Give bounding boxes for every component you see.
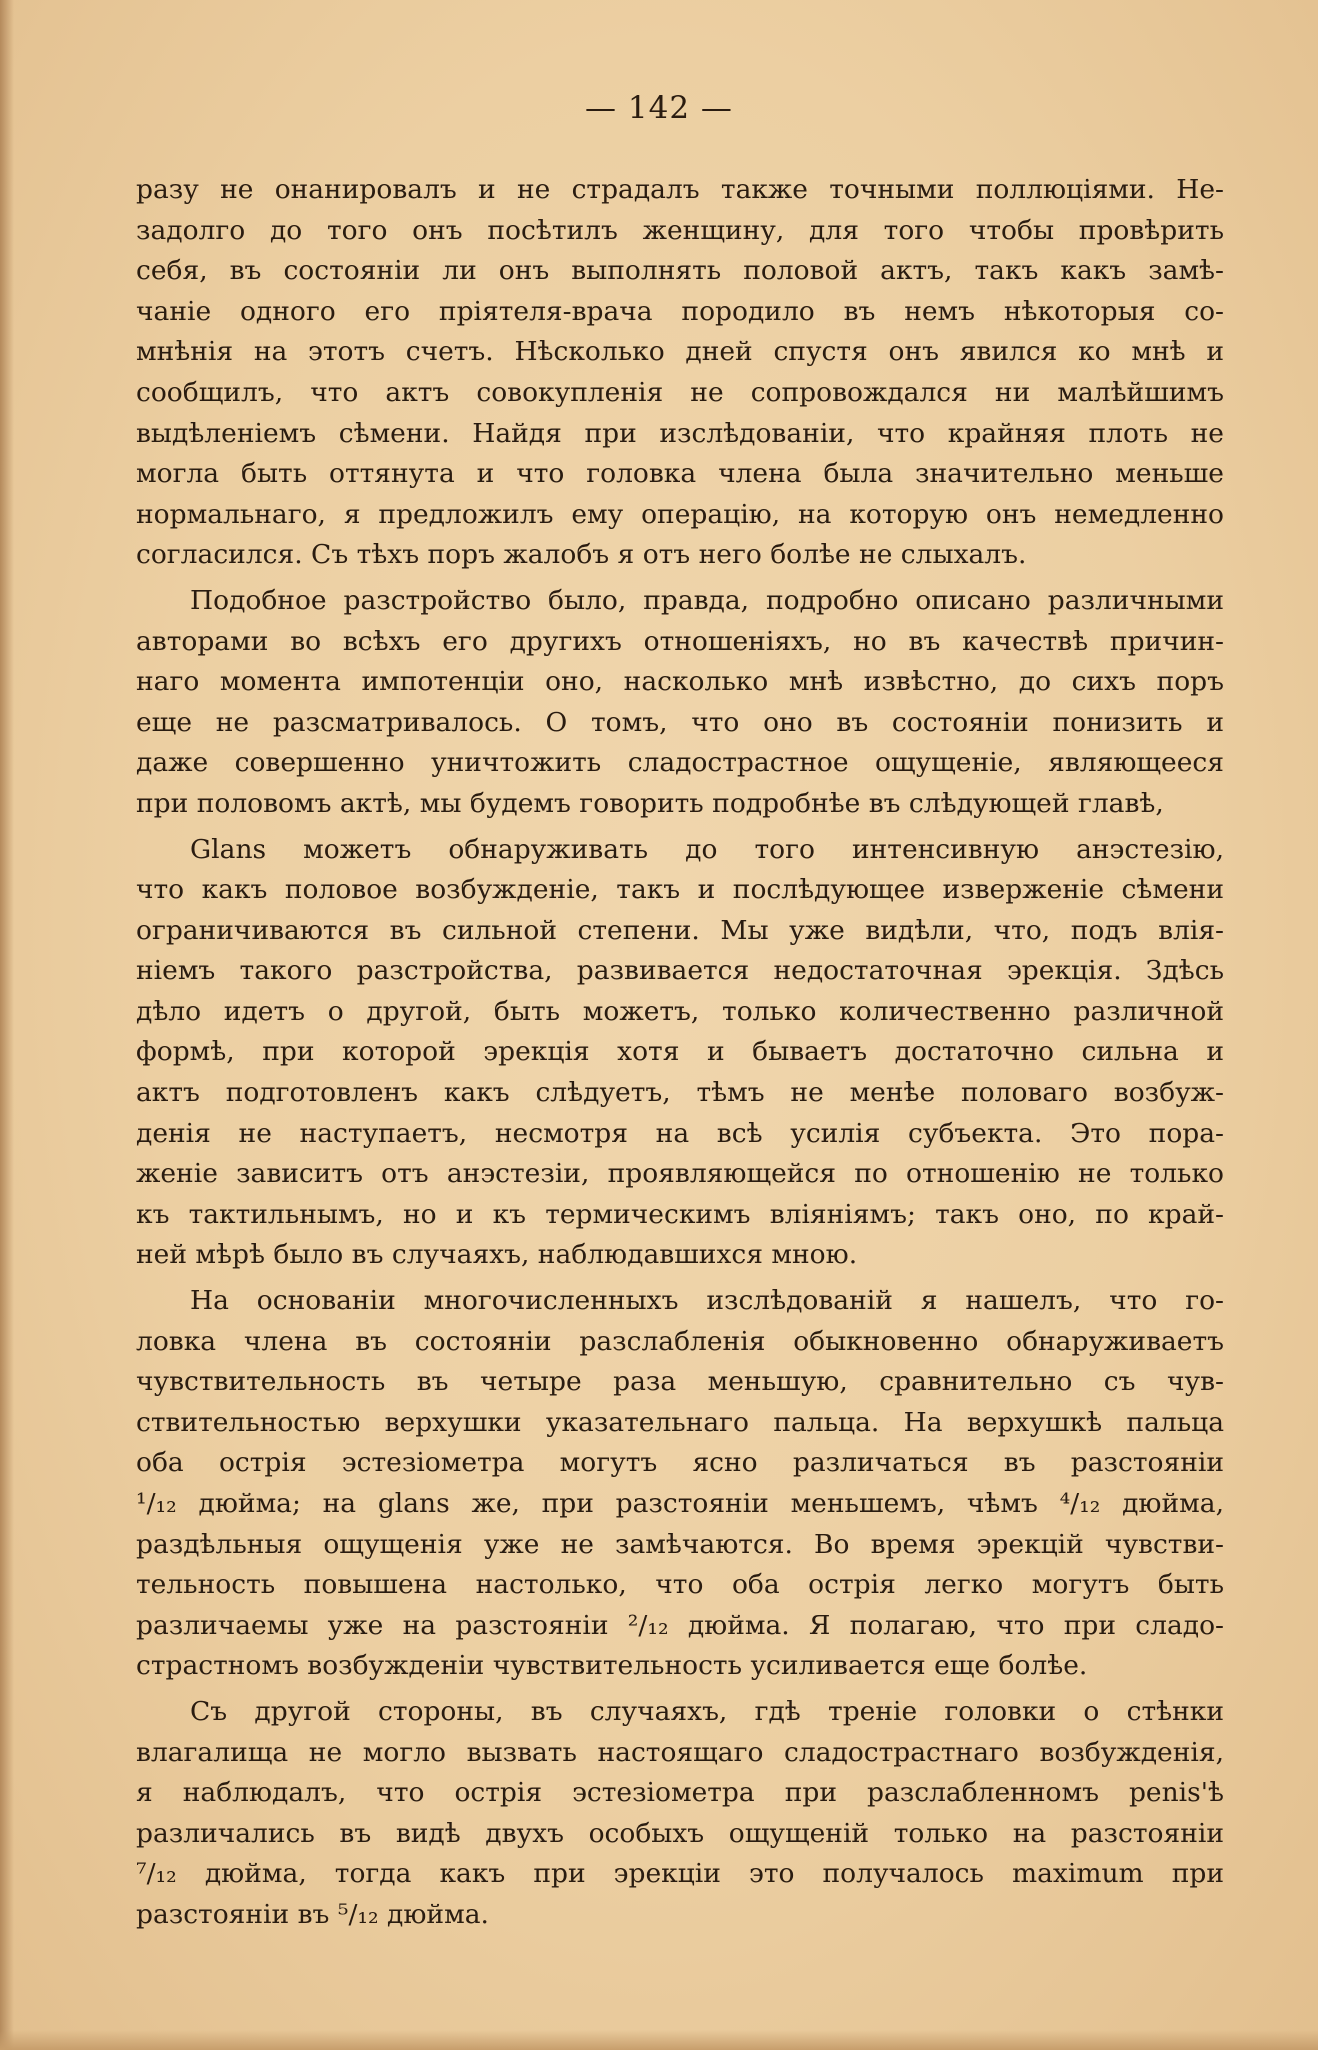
text-line: себя, въ состояніи ли онъ выполнять половой актъ, такъ какъ замѣ- (136, 255, 1224, 287)
text-line: авторами во всѣхъ его другихъ отношеніяхъ, но въ качествѣ причин- (136, 625, 1224, 657)
text-line: ней мѣрѣ было въ случаяхъ, наблюдавшихся мною. (136, 1239, 858, 1271)
text-line: согласился. Съ тѣхъ поръ жалобъ я отъ него болѣе не слыхалъ. (136, 539, 1027, 571)
text-line: ¹/₁₂ дюйма; на glans же, при разстояніи меньшемъ, чѣмъ ⁴/₁₂ дюйма, (136, 1488, 1224, 1519)
text-line: чувствительность въ четыре раза меньшую, сравнительно съ чув- (136, 1366, 1224, 1398)
text-line: дѣло идетъ о другой, быть можетъ, только количественно различной (136, 995, 1224, 1027)
text-line: ловка члена въ состояніи разслабленія обыкновенно обнаруживаетъ (136, 1325, 1224, 1357)
text-line: Съ другой стороны, въ случаяхъ, гдѣ треніе головки о стѣнки (190, 1695, 1224, 1727)
text-line: раздѣльныя ощущенія уже не замѣчаются. Во время эрекцій чувстви- (136, 1528, 1224, 1560)
text-line: даже совершенно уничтожить сладострастное ощущеніе, являющееся (136, 747, 1224, 779)
text-line: различаемы уже на разстояніи ²/₁₂ дюйма. Я полагаю, что при сладо- (136, 1609, 1224, 1641)
text-line: страстномъ возбужденіи чувствительность усиливается еще болѣе. (136, 1650, 1088, 1682)
text-line: мнѣнія на этотъ счетъ. Нѣсколько дней спустя онъ явился ко мнѣ и (136, 336, 1224, 368)
text-line: наго момента импотенціи оно, насколько мнѣ извѣстно, до сихъ поръ (136, 666, 1224, 698)
text-line: чаніе одного его пріятеля-врача породило въ немъ нѣкоторыя со- (136, 295, 1224, 327)
text-line: тельность повышена настолько, что оба острія легко могутъ быть (136, 1569, 1224, 1601)
text-line: Подобное разстройство было, правда, подробно описано различными (190, 584, 1224, 616)
text-line: различались въ видѣ двухъ особыхъ ощущеній только на разстояніи (136, 1817, 1224, 1849)
text-line: выдѣленіемъ сѣмени. Найдя при изслѣдованіи, что крайняя плоть не (136, 417, 1224, 449)
text-line: женіе зависитъ отъ анэстезіи, проявляющейся по отношенію не только (136, 1158, 1224, 1190)
text-line: нормальнаго, я предложилъ ему операцію, на которую онъ немедленно (136, 498, 1224, 530)
body-text (136, 170, 1224, 1936)
text-line: еще не разсматривалось. О томъ, что оно въ состояніи понизить и (136, 706, 1224, 738)
text-line: ствительностью верхушки указательнаго пальца. На верхушкѣ пальца (136, 1406, 1224, 1438)
text-line: формѣ, при которой эрекція хотя и бываетъ достаточно сильна и (136, 1036, 1224, 1068)
text-line: я наблюдалъ, что острія эстезіометра при разслабленномъ penis'ѣ (136, 1777, 1224, 1809)
paragraph (136, 1281, 1224, 1687)
text-line: при половомъ актѣ, мы будемъ говорить подробнѣе въ слѣдующей главѣ, (136, 787, 1164, 819)
page-edge-shadow-bottom (0, 2030, 1318, 2050)
paragraph (136, 830, 1224, 1277)
paragraph (136, 581, 1224, 825)
text-line: ограничиваются въ сильной степени. Мы уже видѣли, что, подъ влія- (136, 914, 1224, 946)
text-line: могла быть оттянута и что головка члена была значительно меньше (136, 458, 1224, 490)
text-line: влагалища не могло вызвать настоящаго сладострастнаго возбужденія, (136, 1736, 1224, 1768)
text-line: разу не онанировалъ и не страдалъ также точными поллюціями. Не- (136, 174, 1224, 205)
text-line: что какъ половое возбужденіе, такъ и послѣдующее изверженіе сѣмени (136, 874, 1224, 906)
text-line: ніемъ такого разстройства, развивается недостаточная эрекція. Здѣсь (136, 955, 1224, 987)
text-line: оба острія эстезіометра могутъ ясно различаться въ разстояніи (136, 1447, 1224, 1479)
text-line: актъ подготовленъ какъ слѣдуетъ, тѣмъ не менѣе половаго возбуж- (136, 1077, 1224, 1109)
text-line: сообщилъ, что актъ совокупленія не сопровождался ни малѣйшимъ (136, 376, 1224, 408)
text-line: денія не наступаетъ, несмотря на всѣ усилія субъекта. Это пора- (136, 1117, 1224, 1149)
text-line: ⁷/₁₂ дюйма, тогда какъ при эрекціи это получалось maximum при (136, 1858, 1224, 1890)
page-number: — 142 — (585, 90, 733, 126)
page-edge-shadow-left (0, 0, 14, 2050)
text-line: На основаніи многочисленныхъ изслѣдованій я нашелъ, что го- (190, 1285, 1224, 1317)
text-line: разстояніи въ ⁵/₁₂ дюйма. (136, 1898, 489, 1930)
text-line: Glans можетъ обнаруживать до того интенсивную анэстезію, (190, 833, 1224, 865)
text-line: къ тактильнымъ, но и къ термическимъ вліяніямъ; такъ оно, по край- (136, 1198, 1224, 1230)
paragraph (136, 1692, 1224, 1936)
paragraph (136, 170, 1224, 576)
text-line: задолго до того онъ посѣтилъ женщину, для того чтобы провѣрить (136, 214, 1224, 246)
